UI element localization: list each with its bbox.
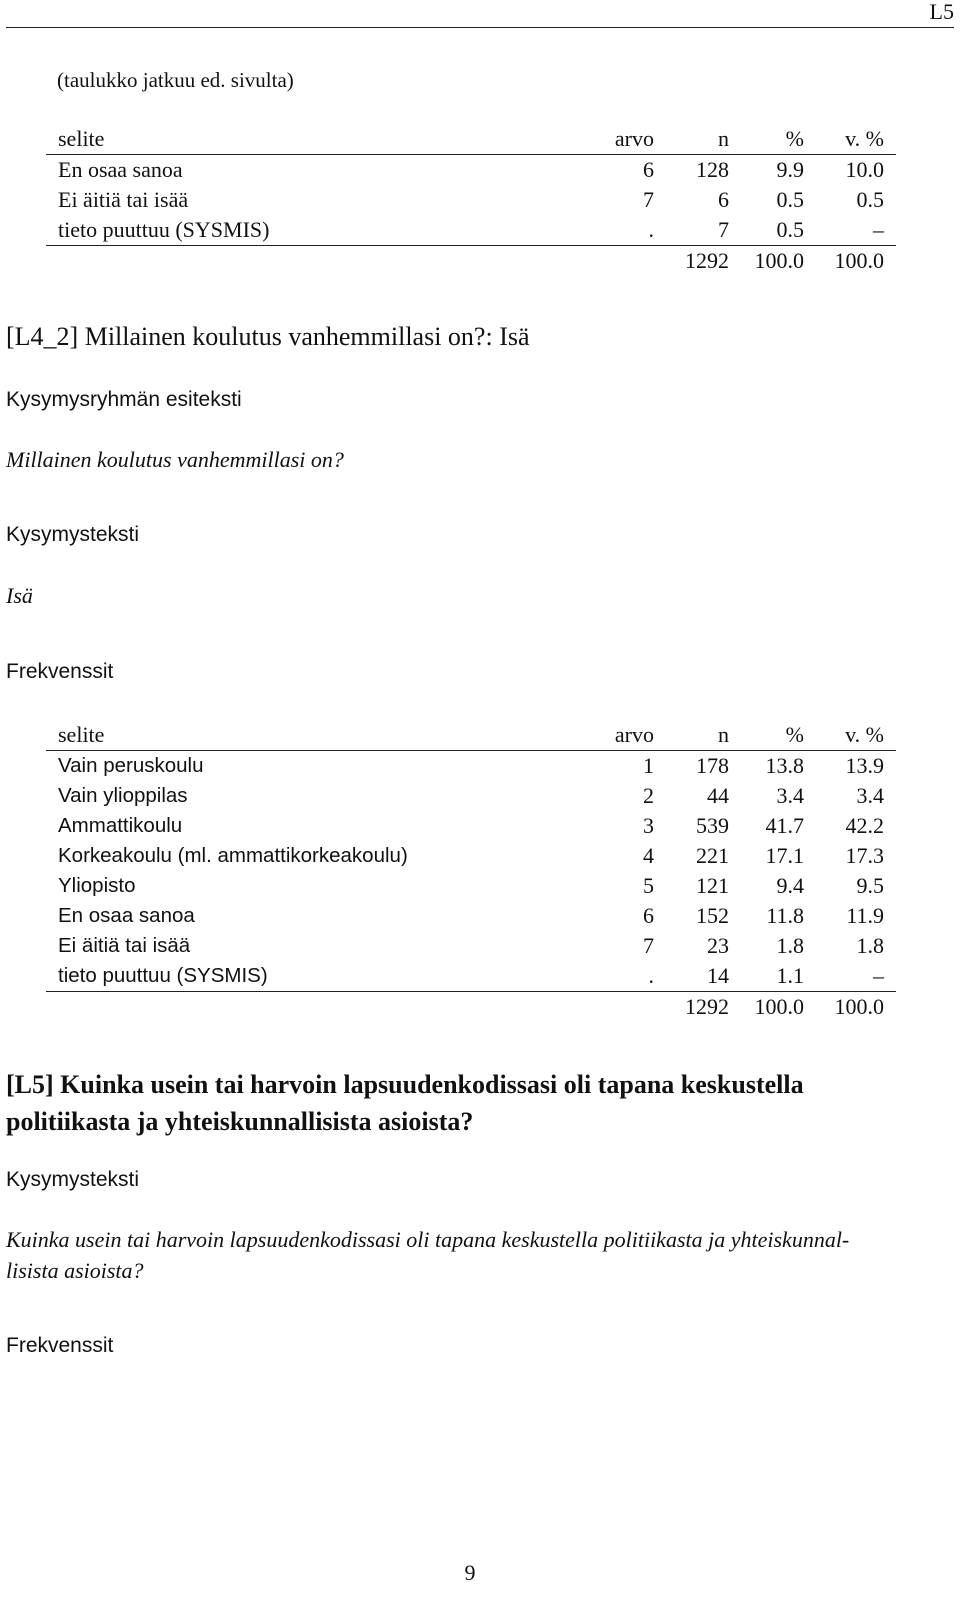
- cell-n: 6: [718, 187, 729, 212]
- cell-valid-percent: 17.3: [845, 843, 884, 868]
- cell-selite: Ei äitiä tai isää: [58, 934, 191, 957]
- page-number: 9: [464, 1560, 476, 1585]
- question-text: Isä: [6, 583, 33, 608]
- cell-valid-percent: –: [804, 961, 896, 992]
- question-title-l4-2: [L4_2] Millainen koulutus vanhemmillasi on?: Isä: [6, 322, 530, 351]
- table-row: [46, 961, 896, 992]
- cell-selite: Yliopisto: [58, 874, 136, 897]
- cell-selite: tieto puuttuu (SYSMIS): [46, 961, 584, 992]
- cell-valid-percent: 0.5: [856, 187, 884, 212]
- frequency-table-l4-2: [46, 720, 896, 1022]
- question-heading: Kysymysteksti: [6, 523, 140, 546]
- cell-n: 152: [696, 903, 729, 928]
- cell-percent: 13.8: [765, 753, 804, 778]
- cell-percent: 0.5: [776, 187, 804, 212]
- question-title-line: [L5] Kuinka usein tai harvoin lapsuudenkodissasi oli tapana keskustella: [6, 1070, 804, 1099]
- table-row: [46, 155, 896, 186]
- cell-arvo: .: [584, 215, 654, 246]
- cell-valid-percent: 11.9: [846, 903, 884, 928]
- table-total-row: [46, 992, 896, 1023]
- column-header-n: n: [654, 720, 729, 751]
- total-n: 1292: [685, 994, 729, 1019]
- table-row: [46, 901, 896, 931]
- table-total-row: [46, 246, 896, 277]
- table-row: [46, 871, 896, 901]
- question-title-l5: [6, 1066, 946, 1140]
- column-header-selite: selite: [46, 720, 584, 751]
- table-row: [46, 751, 896, 782]
- column-header-valid-percent: v. %: [804, 720, 896, 751]
- cell-valid-percent: 42.2: [845, 813, 884, 838]
- cell-percent: 9.4: [776, 873, 804, 898]
- total-valid-percent: 100.0: [834, 994, 884, 1019]
- table-header-row: [46, 720, 896, 751]
- cell-n: 178: [696, 753, 729, 778]
- question-heading: Kysymysteksti: [6, 1168, 140, 1191]
- cell-n: 121: [696, 873, 729, 898]
- cell-percent: 1.8: [776, 933, 804, 958]
- cell-n: 14: [654, 961, 729, 992]
- cell-n: 539: [696, 813, 729, 838]
- question-text-line: lisista asioista?: [6, 1258, 144, 1283]
- header-divider: [6, 27, 954, 28]
- column-header-valid-percent: v. %: [804, 124, 896, 155]
- cell-selite: En osaa sanoa: [58, 157, 183, 182]
- cell-arvo: 5: [643, 873, 654, 898]
- cell-n: 44: [707, 783, 729, 808]
- column-header-n: n: [654, 124, 729, 155]
- cell-selite: Vain ylioppilas: [58, 784, 188, 807]
- frequency-table-continued: [46, 124, 896, 276]
- table-row: [46, 781, 896, 811]
- cell-valid-percent: 1.8: [856, 933, 884, 958]
- cell-arvo: 7: [643, 933, 654, 958]
- table-row: [46, 185, 896, 215]
- cell-percent: 41.7: [765, 813, 804, 838]
- cell-selite: Ei äitiä tai isää: [58, 187, 189, 212]
- cell-selite: Korkeakoulu (ml. ammattikorkeakoulu): [58, 844, 408, 867]
- cell-percent: 1.1: [729, 961, 804, 992]
- cell-valid-percent: 10.0: [845, 157, 884, 182]
- group-text: Millainen koulutus vanhemmillasi on?: [6, 447, 344, 472]
- cell-n: 128: [696, 157, 729, 182]
- cell-arvo: 1: [643, 753, 654, 778]
- cell-percent: 3.4: [776, 783, 804, 808]
- column-header-percent: %: [729, 124, 804, 155]
- cell-selite: En osaa sanoa: [58, 904, 195, 927]
- table-row: [46, 931, 896, 961]
- cell-arvo: 6: [643, 157, 654, 182]
- cell-valid-percent: 13.9: [845, 753, 884, 778]
- column-header-percent: %: [729, 720, 804, 751]
- table-row: [46, 811, 896, 841]
- question-title-line: politiikasta ja yhteiskunnallisista asioista?: [6, 1107, 474, 1136]
- frequencies-heading: Frekvenssit: [6, 1334, 114, 1357]
- column-header-arvo: arvo: [584, 720, 654, 751]
- cell-valid-percent: 3.4: [856, 783, 884, 808]
- cell-selite: Vain peruskoulu: [58, 754, 204, 777]
- group-heading: Kysymysryhmän esiteksti: [6, 388, 242, 411]
- cell-arvo: 6: [643, 903, 654, 928]
- cell-selite: Ammattikoulu: [58, 814, 183, 837]
- cell-arvo: 7: [643, 187, 654, 212]
- cell-arvo: .: [584, 961, 654, 992]
- frequencies-heading: Frekvenssit: [6, 660, 114, 683]
- cell-arvo: 2: [643, 783, 654, 808]
- cell-percent: 17.1: [765, 843, 804, 868]
- cell-n: 7: [654, 215, 729, 246]
- cell-valid-percent: –: [804, 215, 896, 246]
- total-percent: 100.0: [754, 994, 804, 1019]
- cell-arvo: 4: [643, 843, 654, 868]
- cell-n: 23: [707, 933, 729, 958]
- cell-valid-percent: 9.5: [856, 873, 884, 898]
- table-row: [46, 215, 896, 246]
- continued-note: (taulukko jatkuu ed. sivulta): [57, 68, 294, 92]
- page-header-label: L5: [929, 0, 954, 24]
- cell-percent: 0.5: [729, 215, 804, 246]
- cell-percent: 11.8: [766, 903, 804, 928]
- table-header-row: [46, 124, 896, 155]
- table-row: [46, 841, 896, 871]
- cell-arvo: 3: [643, 813, 654, 838]
- total-percent: 100.0: [754, 248, 804, 273]
- cell-n: 221: [696, 843, 729, 868]
- column-header-arvo: arvo: [584, 124, 654, 155]
- total-valid-percent: 100.0: [834, 248, 884, 273]
- question-text: [6, 1224, 941, 1286]
- column-header-selite: selite: [46, 124, 584, 155]
- cell-percent: 9.9: [776, 157, 804, 182]
- cell-selite: tieto puuttuu (SYSMIS): [46, 215, 584, 246]
- question-text-line: Kuinka usein tai harvoin lapsuudenkodissasi oli tapana keskustella politiikasta ja yhteiskunnal-: [6, 1227, 850, 1252]
- total-n: 1292: [685, 248, 729, 273]
